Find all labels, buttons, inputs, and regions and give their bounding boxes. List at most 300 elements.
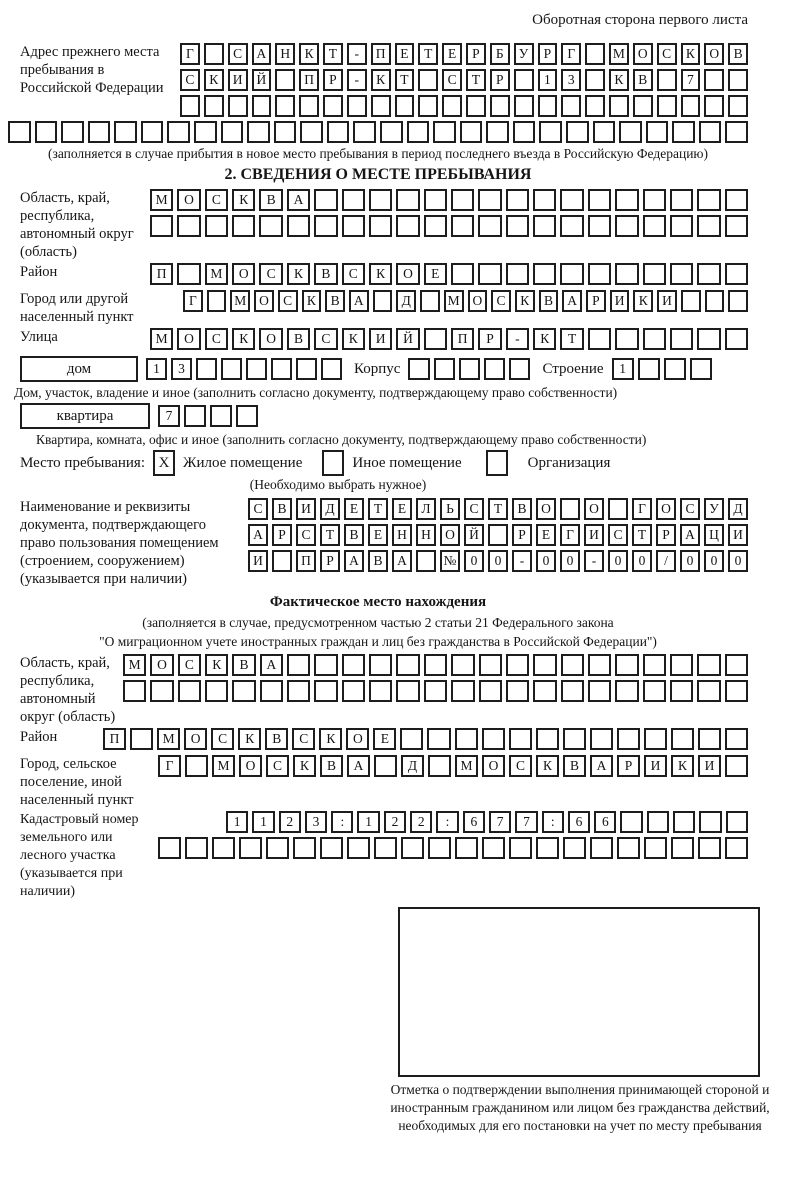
char-cell[interactable]: [608, 498, 628, 520]
char-cell[interactable]: Р: [490, 69, 510, 91]
char-cell[interactable]: С: [278, 290, 298, 312]
char-cell[interactable]: [369, 654, 392, 676]
char-cell[interactable]: [150, 680, 173, 702]
char-cell[interactable]: [681, 290, 701, 312]
char-cell[interactable]: И: [369, 328, 392, 350]
char-cell[interactable]: [671, 837, 694, 859]
char-cell[interactable]: Н: [392, 524, 412, 546]
char-cell[interactable]: К: [609, 69, 629, 91]
char-cell[interactable]: [8, 121, 31, 143]
char-cell[interactable]: [185, 837, 208, 859]
char-cell[interactable]: О: [346, 728, 369, 750]
char-cell[interactable]: Б: [490, 43, 510, 65]
char-cell[interactable]: 0: [560, 550, 580, 572]
char-cell[interactable]: /: [656, 550, 676, 572]
char-cell[interactable]: [150, 215, 173, 237]
char-cell[interactable]: 0: [704, 550, 724, 572]
char-cell[interactable]: М: [444, 290, 464, 312]
char-cell[interactable]: [442, 95, 462, 117]
char-cell[interactable]: [697, 680, 720, 702]
char-cell[interactable]: [697, 263, 720, 285]
char-cell[interactable]: [664, 358, 686, 380]
char-cell[interactable]: К: [293, 755, 316, 777]
char-cell[interactable]: №: [440, 550, 460, 572]
char-cell[interactable]: П: [371, 43, 391, 65]
char-cell[interactable]: [212, 837, 235, 859]
char-cell[interactable]: :: [331, 811, 353, 833]
char-cell[interactable]: [180, 95, 200, 117]
char-cell[interactable]: [670, 189, 693, 211]
char-cell[interactable]: 3: [305, 811, 327, 833]
char-cell[interactable]: Ь: [440, 498, 460, 520]
char-cell[interactable]: [670, 680, 693, 702]
char-cell[interactable]: [506, 189, 529, 211]
char-cell[interactable]: К: [671, 755, 694, 777]
char-cell[interactable]: [672, 121, 695, 143]
char-cell[interactable]: Г: [158, 755, 181, 777]
char-cell[interactable]: А: [349, 290, 369, 312]
char-cell[interactable]: [327, 121, 350, 143]
char-cell[interactable]: [670, 654, 693, 676]
char-cell[interactable]: [205, 680, 228, 702]
char-cell[interactable]: С: [205, 328, 228, 350]
char-cell[interactable]: [369, 189, 392, 211]
char-cell[interactable]: [561, 95, 581, 117]
char-cell[interactable]: [646, 121, 669, 143]
char-cell[interactable]: [728, 290, 748, 312]
char-cell[interactable]: [725, 837, 748, 859]
char-cell[interactable]: А: [248, 524, 268, 546]
char-cell[interactable]: [643, 215, 666, 237]
char-cell[interactable]: [671, 728, 694, 750]
char-cell[interactable]: [563, 837, 586, 859]
char-cell[interactable]: [670, 215, 693, 237]
char-cell[interactable]: М: [455, 755, 478, 777]
char-cell[interactable]: К: [204, 69, 224, 91]
char-cell[interactable]: М: [150, 189, 173, 211]
char-cell[interactable]: К: [369, 263, 392, 285]
char-cell[interactable]: В: [325, 290, 345, 312]
char-cell[interactable]: 7: [681, 69, 701, 91]
char-cell[interactable]: [274, 121, 297, 143]
char-cell[interactable]: -: [584, 550, 604, 572]
char-cell[interactable]: [588, 189, 611, 211]
char-cell[interactable]: [228, 95, 248, 117]
char-cell[interactable]: [566, 121, 589, 143]
char-cell[interactable]: 6: [463, 811, 485, 833]
char-cell[interactable]: С: [657, 43, 677, 65]
char-cell[interactable]: [633, 95, 653, 117]
char-cell[interactable]: [615, 680, 638, 702]
char-cell[interactable]: О: [468, 290, 488, 312]
char-cell[interactable]: [185, 755, 208, 777]
char-cell[interactable]: 0: [464, 550, 484, 572]
char-cell[interactable]: В: [539, 290, 559, 312]
char-cell[interactable]: 0: [680, 550, 700, 572]
char-cell[interactable]: [287, 654, 310, 676]
char-cell[interactable]: С: [296, 524, 316, 546]
char-cell[interactable]: [657, 95, 677, 117]
char-cell[interactable]: [514, 69, 534, 91]
char-cell[interactable]: [726, 811, 748, 833]
char-cell[interactable]: [400, 728, 423, 750]
char-cell[interactable]: Р: [656, 524, 676, 546]
char-cell[interactable]: С: [491, 290, 511, 312]
char-cell[interactable]: И: [728, 524, 748, 546]
char-cell[interactable]: [697, 654, 720, 676]
char-cell[interactable]: С: [205, 189, 228, 211]
char-cell[interactable]: [130, 728, 153, 750]
char-cell[interactable]: Т: [368, 498, 388, 520]
char-cell[interactable]: П: [296, 550, 316, 572]
char-cell[interactable]: С: [211, 728, 234, 750]
char-cell[interactable]: [560, 215, 583, 237]
char-cell[interactable]: [609, 95, 629, 117]
char-cell[interactable]: [236, 405, 258, 427]
char-cell[interactable]: [424, 189, 447, 211]
char-cell[interactable]: М: [609, 43, 629, 65]
char-cell[interactable]: О: [239, 755, 262, 777]
char-cell[interactable]: [300, 121, 323, 143]
char-cell[interactable]: [424, 680, 447, 702]
char-cell[interactable]: [725, 263, 748, 285]
char-cell[interactable]: [246, 358, 267, 380]
char-cell[interactable]: [560, 263, 583, 285]
char-cell[interactable]: [506, 215, 529, 237]
char-cell[interactable]: А: [252, 43, 272, 65]
char-cell[interactable]: Г: [560, 524, 580, 546]
char-cell[interactable]: К: [536, 755, 559, 777]
char-cell[interactable]: [482, 837, 505, 859]
char-cell[interactable]: [588, 263, 611, 285]
char-cell[interactable]: О: [150, 654, 173, 676]
char-cell[interactable]: -: [506, 328, 529, 350]
char-cell[interactable]: [418, 69, 438, 91]
char-cell[interactable]: С: [509, 755, 532, 777]
char-cell[interactable]: И: [296, 498, 316, 520]
char-cell[interactable]: В: [265, 728, 288, 750]
char-cell[interactable]: В: [272, 498, 292, 520]
char-cell[interactable]: [643, 328, 666, 350]
char-cell[interactable]: [533, 263, 556, 285]
char-cell[interactable]: Р: [272, 524, 292, 546]
char-cell[interactable]: Н: [275, 43, 295, 65]
char-cell[interactable]: [266, 837, 289, 859]
char-cell[interactable]: Й: [396, 328, 419, 350]
char-cell[interactable]: [509, 728, 532, 750]
char-cell[interactable]: 2: [384, 811, 406, 833]
char-cell[interactable]: 0: [728, 550, 748, 572]
char-cell[interactable]: [670, 263, 693, 285]
char-cell[interactable]: [615, 263, 638, 285]
char-cell[interactable]: Т: [488, 498, 508, 520]
char-cell[interactable]: 6: [568, 811, 590, 833]
char-cell[interactable]: [643, 189, 666, 211]
char-cell[interactable]: Д: [728, 498, 748, 520]
char-cell[interactable]: [287, 680, 310, 702]
char-cell[interactable]: П: [299, 69, 319, 91]
char-cell[interactable]: [433, 121, 456, 143]
char-cell[interactable]: [617, 728, 640, 750]
char-cell[interactable]: Е: [373, 728, 396, 750]
char-cell[interactable]: В: [259, 189, 282, 211]
char-cell[interactable]: К: [319, 728, 342, 750]
char-cell[interactable]: 7: [515, 811, 537, 833]
char-cell[interactable]: 0: [608, 550, 628, 572]
char-cell[interactable]: [725, 328, 748, 350]
char-cell[interactable]: Р: [323, 69, 343, 91]
checkbox-residential[interactable]: X: [153, 450, 175, 476]
char-cell[interactable]: [615, 189, 638, 211]
char-cell[interactable]: О: [232, 263, 255, 285]
char-cell[interactable]: А: [590, 755, 613, 777]
char-cell[interactable]: [478, 189, 501, 211]
char-cell[interactable]: [287, 215, 310, 237]
char-cell[interactable]: [184, 405, 206, 427]
char-cell[interactable]: П: [451, 328, 474, 350]
char-cell[interactable]: [690, 358, 712, 380]
char-cell[interactable]: Д: [401, 755, 424, 777]
char-cell[interactable]: О: [482, 755, 505, 777]
char-cell[interactable]: [459, 358, 480, 380]
char-cell[interactable]: В: [232, 654, 255, 676]
char-cell[interactable]: Е: [442, 43, 462, 65]
char-cell[interactable]: [424, 328, 447, 350]
char-cell[interactable]: [615, 328, 638, 350]
char-cell[interactable]: В: [314, 263, 337, 285]
char-cell[interactable]: [275, 69, 295, 91]
char-cell[interactable]: [479, 654, 502, 676]
char-cell[interactable]: В: [368, 550, 388, 572]
char-cell[interactable]: [460, 121, 483, 143]
char-cell[interactable]: [698, 728, 721, 750]
char-cell[interactable]: С: [464, 498, 484, 520]
char-cell[interactable]: К: [299, 43, 319, 65]
char-cell[interactable]: [401, 837, 424, 859]
char-cell[interactable]: Т: [560, 328, 583, 350]
char-cell[interactable]: С: [608, 524, 628, 546]
char-cell[interactable]: [299, 95, 319, 117]
char-cell[interactable]: Е: [424, 263, 447, 285]
char-cell[interactable]: И: [584, 524, 604, 546]
char-cell[interactable]: Л: [416, 498, 436, 520]
char-cell[interactable]: -: [347, 43, 367, 65]
char-cell[interactable]: А: [287, 189, 310, 211]
char-cell[interactable]: [314, 189, 337, 211]
char-cell[interactable]: [252, 95, 272, 117]
char-cell[interactable]: И: [228, 69, 248, 91]
char-cell[interactable]: [728, 69, 748, 91]
char-cell[interactable]: [428, 837, 451, 859]
char-cell[interactable]: [506, 654, 529, 676]
char-cell[interactable]: Д: [396, 290, 416, 312]
char-cell[interactable]: [408, 358, 429, 380]
char-cell[interactable]: [533, 654, 556, 676]
char-cell[interactable]: Р: [466, 43, 486, 65]
char-cell[interactable]: [342, 215, 365, 237]
char-cell[interactable]: [395, 95, 415, 117]
char-cell[interactable]: И: [657, 290, 677, 312]
char-cell[interactable]: [374, 755, 397, 777]
char-cell[interactable]: С: [178, 654, 201, 676]
char-cell[interactable]: [35, 121, 58, 143]
char-cell[interactable]: А: [392, 550, 412, 572]
char-cell[interactable]: [342, 680, 365, 702]
char-cell[interactable]: 1: [357, 811, 379, 833]
char-cell[interactable]: А: [680, 524, 700, 546]
char-cell[interactable]: О: [704, 43, 724, 65]
char-cell[interactable]: [210, 405, 232, 427]
char-cell[interactable]: [490, 95, 510, 117]
char-cell[interactable]: М: [212, 755, 235, 777]
char-cell[interactable]: С: [266, 755, 289, 777]
char-cell[interactable]: И: [248, 550, 268, 572]
char-cell[interactable]: М: [157, 728, 180, 750]
char-cell[interactable]: В: [512, 498, 532, 520]
char-cell[interactable]: [369, 680, 392, 702]
char-cell[interactable]: [725, 755, 748, 777]
char-cell[interactable]: [563, 728, 586, 750]
char-cell[interactable]: С: [248, 498, 268, 520]
char-cell[interactable]: [407, 121, 430, 143]
char-cell[interactable]: О: [440, 524, 460, 546]
char-cell[interactable]: [204, 95, 224, 117]
char-cell[interactable]: 0: [488, 550, 508, 572]
char-cell[interactable]: -: [347, 69, 367, 91]
char-cell[interactable]: О: [184, 728, 207, 750]
char-cell[interactable]: [420, 290, 440, 312]
char-cell[interactable]: Т: [395, 69, 415, 91]
char-cell[interactable]: [725, 654, 748, 676]
char-cell[interactable]: -: [512, 550, 532, 572]
char-cell[interactable]: [617, 837, 640, 859]
char-cell[interactable]: [482, 728, 505, 750]
char-cell[interactable]: [158, 837, 181, 859]
char-cell[interactable]: [478, 215, 501, 237]
char-cell[interactable]: 7: [489, 811, 511, 833]
char-cell[interactable]: [643, 680, 666, 702]
char-cell[interactable]: В: [287, 328, 310, 350]
char-cell[interactable]: [615, 654, 638, 676]
char-cell[interactable]: [478, 263, 501, 285]
char-cell[interactable]: К: [238, 728, 261, 750]
char-cell[interactable]: 6: [594, 811, 616, 833]
char-cell[interactable]: [725, 680, 748, 702]
char-cell[interactable]: [643, 654, 666, 676]
char-cell[interactable]: Е: [395, 43, 415, 65]
char-cell[interactable]: [451, 189, 474, 211]
char-cell[interactable]: [178, 680, 201, 702]
char-cell[interactable]: 2: [410, 811, 432, 833]
char-cell[interactable]: [657, 69, 677, 91]
char-cell[interactable]: [239, 837, 262, 859]
char-cell[interactable]: [725, 728, 748, 750]
char-cell[interactable]: О: [396, 263, 419, 285]
char-cell[interactable]: Р: [320, 550, 340, 572]
char-cell[interactable]: [704, 95, 724, 117]
char-cell[interactable]: Г: [183, 290, 203, 312]
char-cell[interactable]: [560, 189, 583, 211]
char-cell[interactable]: В: [633, 69, 653, 91]
char-cell[interactable]: [373, 290, 393, 312]
char-cell[interactable]: [204, 43, 224, 65]
char-cell[interactable]: Р: [478, 328, 501, 350]
char-cell[interactable]: [643, 263, 666, 285]
char-cell[interactable]: [588, 680, 611, 702]
char-cell[interactable]: П: [103, 728, 126, 750]
char-cell[interactable]: С: [259, 263, 282, 285]
char-cell[interactable]: Г: [632, 498, 652, 520]
char-cell[interactable]: [416, 550, 436, 572]
char-cell[interactable]: :: [436, 811, 458, 833]
char-cell[interactable]: [259, 215, 282, 237]
char-cell[interactable]: К: [302, 290, 322, 312]
char-cell[interactable]: О: [536, 498, 556, 520]
char-cell[interactable]: У: [704, 498, 724, 520]
char-cell[interactable]: [509, 837, 532, 859]
char-cell[interactable]: С: [342, 263, 365, 285]
char-cell[interactable]: [699, 121, 722, 143]
char-cell[interactable]: [698, 837, 721, 859]
char-cell[interactable]: 3: [561, 69, 581, 91]
char-cell[interactable]: [396, 215, 419, 237]
char-cell[interactable]: У: [514, 43, 534, 65]
char-cell[interactable]: [451, 680, 474, 702]
char-cell[interactable]: [455, 837, 478, 859]
char-cell[interactable]: [536, 728, 559, 750]
char-cell[interactable]: [725, 121, 748, 143]
char-cell[interactable]: [396, 680, 419, 702]
char-cell[interactable]: [486, 121, 509, 143]
char-cell[interactable]: :: [542, 811, 564, 833]
char-cell[interactable]: К: [205, 654, 228, 676]
char-cell[interactable]: А: [562, 290, 582, 312]
char-cell[interactable]: Р: [586, 290, 606, 312]
char-cell[interactable]: [194, 121, 217, 143]
char-cell[interactable]: Й: [252, 69, 272, 91]
char-cell[interactable]: [538, 95, 558, 117]
char-cell[interactable]: [705, 290, 725, 312]
char-cell[interactable]: В: [344, 524, 364, 546]
char-cell[interactable]: [353, 121, 376, 143]
char-cell[interactable]: [271, 358, 292, 380]
char-cell[interactable]: [247, 121, 270, 143]
char-cell[interactable]: [314, 680, 337, 702]
char-cell[interactable]: О: [584, 498, 604, 520]
char-cell[interactable]: Г: [180, 43, 200, 65]
char-cell[interactable]: О: [633, 43, 653, 65]
char-cell[interactable]: [396, 654, 419, 676]
char-cell[interactable]: [369, 215, 392, 237]
char-cell[interactable]: [272, 550, 292, 572]
char-cell[interactable]: 0: [632, 550, 652, 572]
char-cell[interactable]: [725, 215, 748, 237]
char-cell[interactable]: [638, 358, 660, 380]
char-cell[interactable]: [232, 215, 255, 237]
char-cell[interactable]: [275, 95, 295, 117]
char-cell[interactable]: М: [123, 654, 146, 676]
char-cell[interactable]: [296, 358, 317, 380]
char-cell[interactable]: [455, 728, 478, 750]
char-cell[interactable]: [488, 524, 508, 546]
char-cell[interactable]: К: [633, 290, 653, 312]
char-cell[interactable]: Й: [464, 524, 484, 546]
char-cell[interactable]: Н: [416, 524, 436, 546]
char-cell[interactable]: О: [254, 290, 274, 312]
char-cell[interactable]: [615, 215, 638, 237]
char-cell[interactable]: В: [563, 755, 586, 777]
char-cell[interactable]: [221, 121, 244, 143]
